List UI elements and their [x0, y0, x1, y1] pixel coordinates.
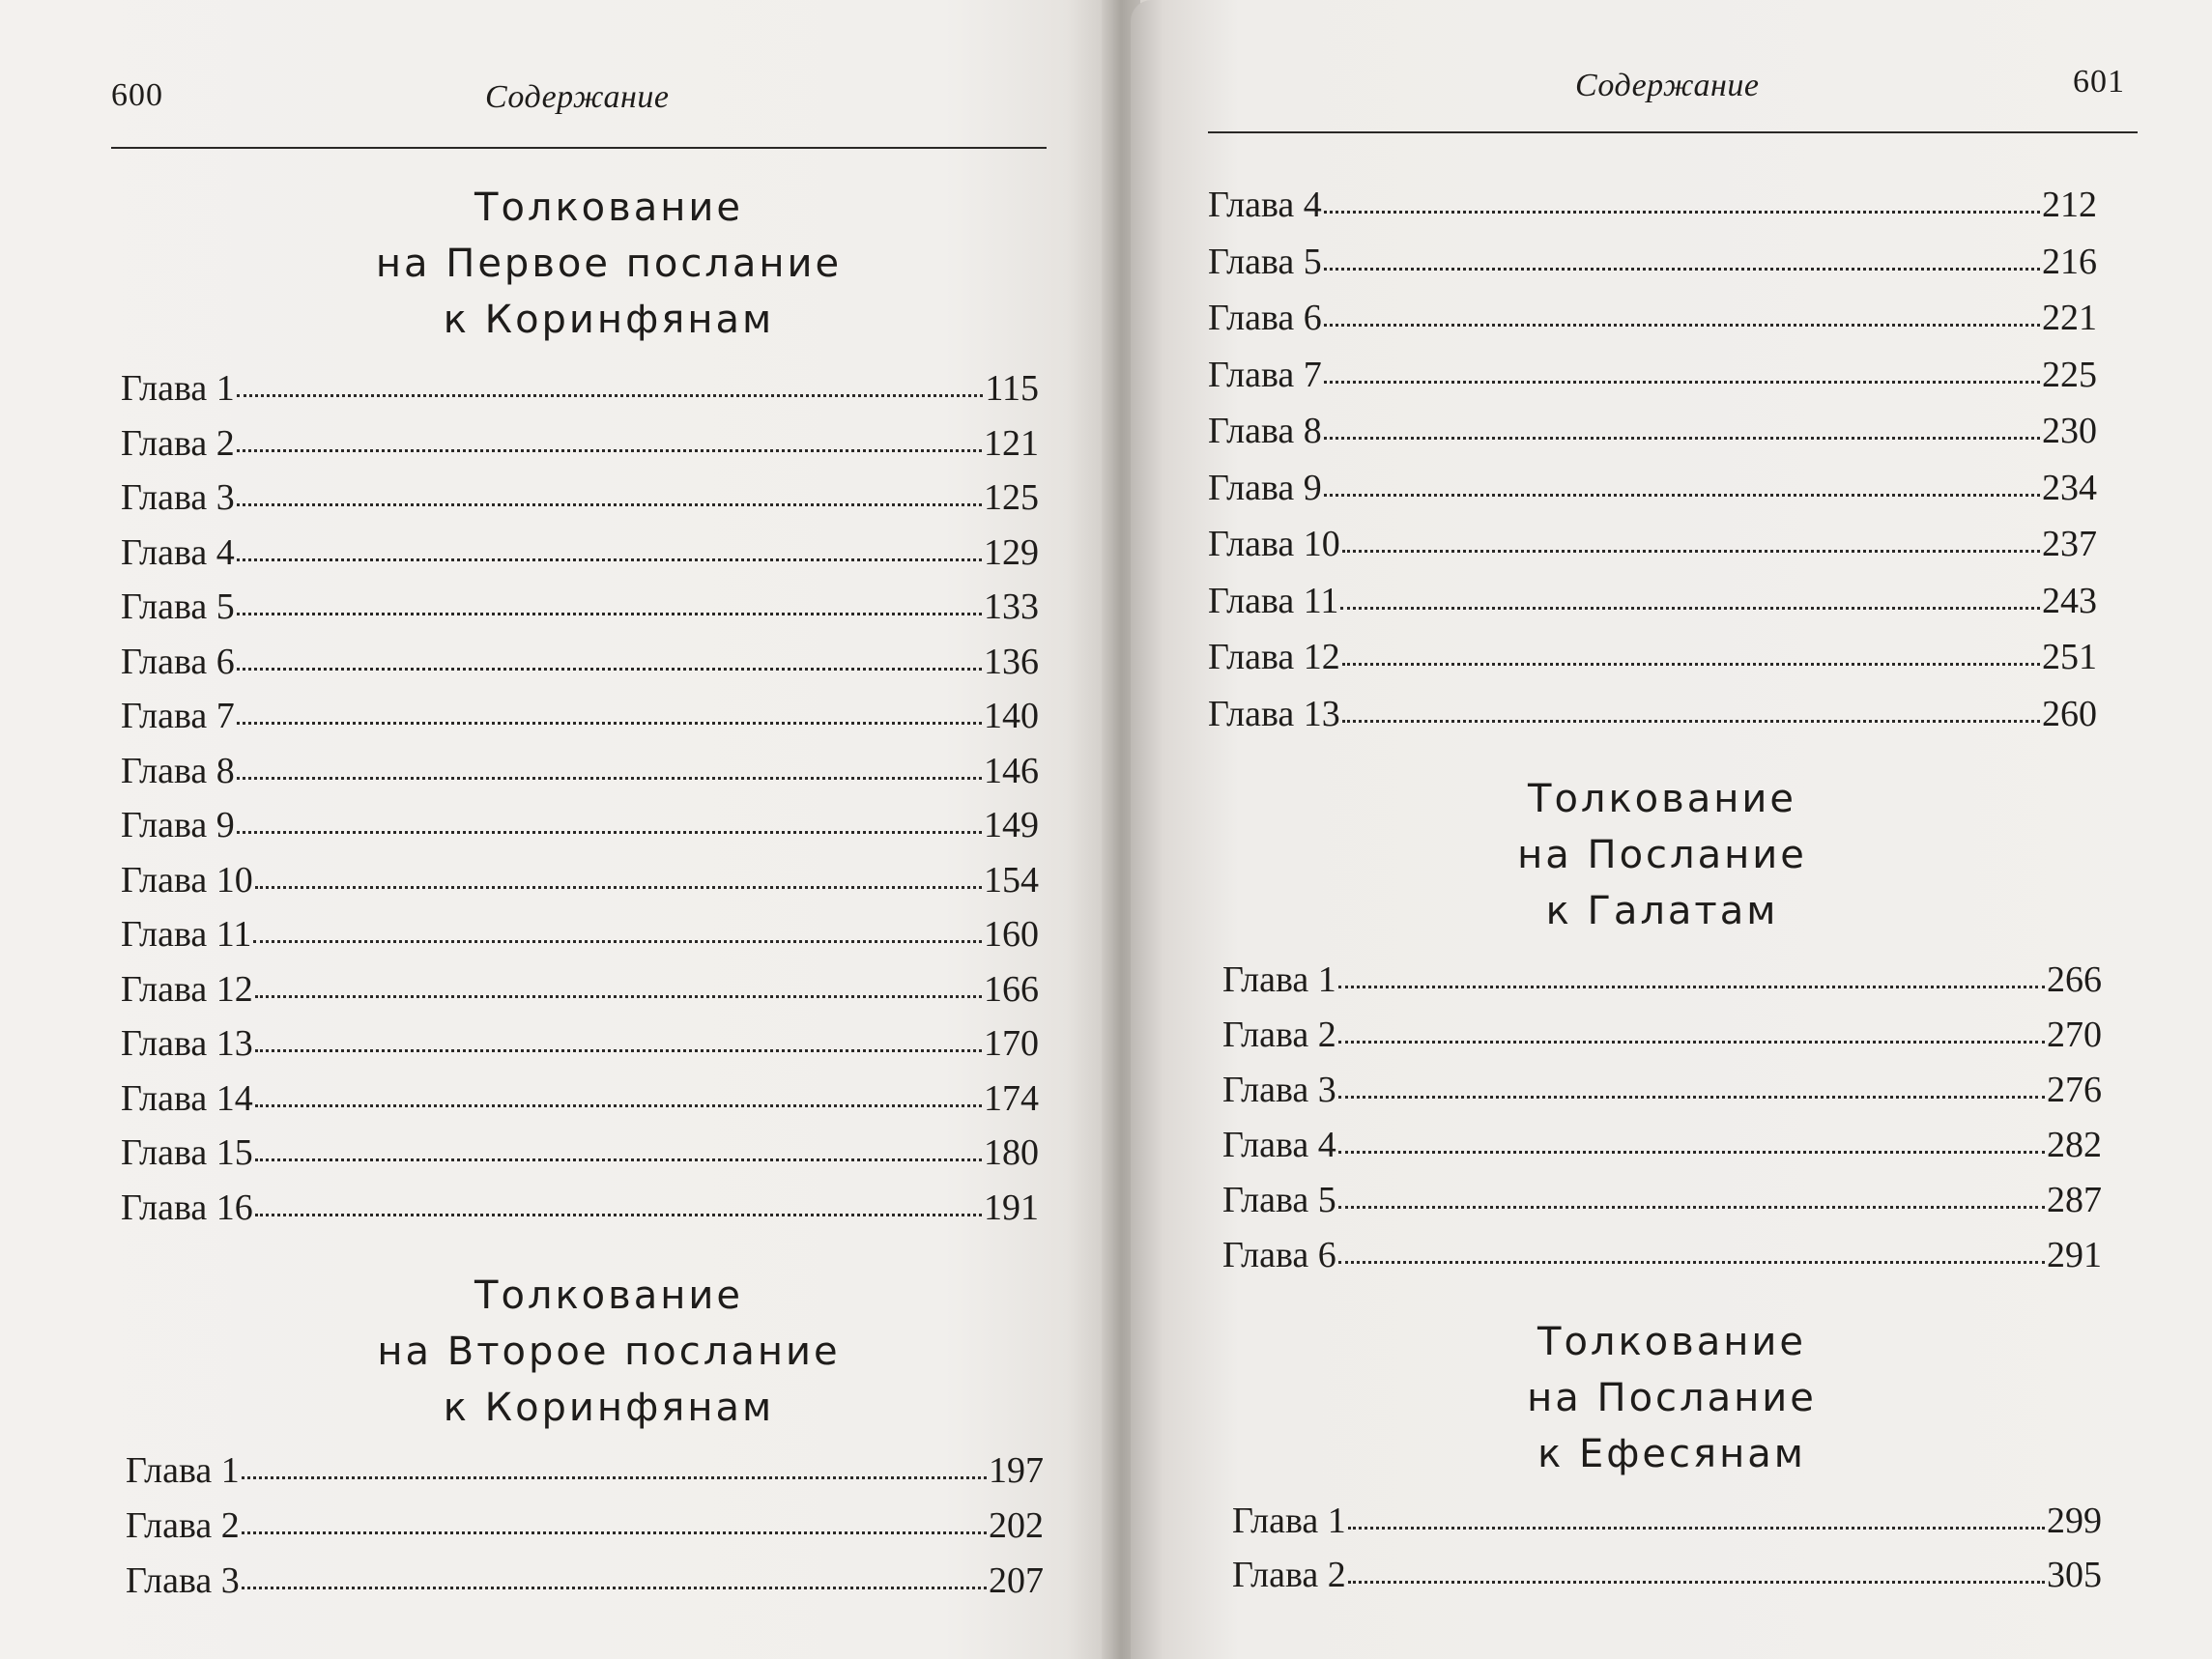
left-folio: 600: [111, 77, 163, 113]
left-running-head: Содержание: [485, 79, 670, 115]
section-title-ephesians: Толкование на Послание к Ефесянам: [1527, 1320, 1817, 1476]
dot-leader: [253, 940, 982, 943]
toc-list-galatians: [1222, 958, 2102, 1289]
dot-leader: [1324, 381, 2040, 384]
dot-leader: [1324, 437, 2040, 440]
dot-leader: [1338, 986, 2045, 988]
dot-leader: [255, 1104, 982, 1107]
dot-leader: [1348, 1527, 2045, 1530]
dot-leader: [1338, 1096, 2045, 1099]
dot-leader: [237, 449, 982, 452]
toc-entry[interactable]: Глава 3 276: [1222, 1070, 2102, 1110]
toc-entry[interactable]: Глава 8 230: [1208, 411, 2097, 451]
toc-entry[interactable]: Глава 2 270: [1222, 1015, 2102, 1055]
toc-entry[interactable]: Глава 3 207: [126, 1560, 1044, 1601]
toc-entry[interactable]: Глава 10 154: [121, 859, 1039, 901]
toc-entry[interactable]: Глава 9 234: [1208, 467, 2097, 508]
toc-entry[interactable]: Глава 15 180: [121, 1132, 1039, 1173]
toc-list-ephesians: [1232, 1500, 2102, 1608]
section-title-2-corinthians: Толкование на Второе послание к Коринфянам: [377, 1273, 841, 1430]
right-page: [1131, 0, 2212, 1659]
toc-entry[interactable]: Глава 9 149: [121, 805, 1039, 845]
dot-leader: [237, 503, 982, 506]
dot-leader: [1324, 494, 2040, 497]
toc-entry[interactable]: Глава 7 225: [1208, 354, 2097, 395]
toc-entry[interactable]: Глава 1 299: [1232, 1501, 2102, 1541]
toc-entry[interactable]: Глава 6 221: [1208, 298, 2097, 338]
dot-leader: [242, 1531, 987, 1534]
toc-entry[interactable]: Глава 12 166: [121, 968, 1039, 1010]
toc-entry[interactable]: Глава 2 305: [1232, 1555, 2102, 1595]
toc-entry[interactable]: Глава 5 216: [1208, 241, 2097, 282]
dot-leader: [255, 1158, 982, 1161]
section-title-1-corinthians: Толкование на Первое послание к Коринфянам: [375, 186, 843, 342]
dot-leader: [1342, 720, 2040, 723]
dot-leader: [1348, 1581, 2045, 1584]
dot-leader: [237, 558, 982, 561]
dot-leader: [1338, 1041, 2045, 1044]
left-header-rule: [111, 147, 1047, 149]
dot-leader: [1324, 211, 2040, 214]
toc-entry[interactable]: Глава 16 191: [121, 1187, 1039, 1228]
dot-leader: [1338, 1206, 2045, 1209]
dot-leader: [237, 613, 982, 615]
dot-leader: [1342, 663, 2040, 666]
right-folio: 601: [2073, 64, 2125, 100]
dot-leader: [237, 394, 984, 397]
toc-entry[interactable]: Глава 5 133: [121, 586, 1039, 627]
toc-entry[interactable]: Глава 10 237: [1208, 524, 2097, 564]
toc-entry[interactable]: Глава 1 266: [1222, 959, 2102, 1000]
toc-entry[interactable]: Глава 13 170: [121, 1023, 1039, 1064]
dot-leader: [1340, 607, 2040, 610]
dot-leader: [237, 831, 982, 834]
toc-list-2-corinthians-continued: [1208, 184, 2097, 749]
toc-entry[interactable]: Глава 5 287: [1222, 1180, 2102, 1220]
toc-entry[interactable]: Глава 4 129: [121, 531, 1039, 573]
toc-entry[interactable]: Глава 2 202: [126, 1505, 1044, 1546]
toc-entry[interactable]: Глава 3 125: [121, 477, 1039, 518]
toc-entry[interactable]: Глава 4 212: [1208, 185, 2097, 225]
toc-entry[interactable]: Глава 1 115: [121, 368, 1039, 409]
dot-leader: [237, 722, 982, 725]
dot-leader: [1324, 324, 2040, 327]
dot-leader: [237, 777, 982, 780]
dot-leader: [242, 1587, 987, 1589]
toc-entry[interactable]: Глава 2 121: [121, 422, 1039, 464]
toc-entry[interactable]: Глава 1 197: [126, 1450, 1044, 1491]
dot-leader: [255, 1049, 982, 1052]
dot-leader: [255, 1214, 982, 1216]
dot-leader: [255, 886, 982, 889]
right-header-rule: [1208, 131, 2138, 133]
toc-list-2-corinthians: [126, 1449, 1044, 1615]
toc-entry[interactable]: Глава 8 146: [121, 750, 1039, 791]
toc-entry[interactable]: Глава 11 243: [1208, 580, 2097, 621]
dot-leader: [1338, 1261, 2045, 1264]
dot-leader: [237, 668, 982, 671]
toc-entry[interactable]: Глава 4 282: [1222, 1125, 2102, 1165]
toc-entry[interactable]: Глава 13 260: [1208, 693, 2097, 734]
dot-leader: [242, 1476, 987, 1479]
toc-entry[interactable]: Глава 6 136: [121, 641, 1039, 682]
toc-entry[interactable]: Глава 7 140: [121, 696, 1039, 736]
dot-leader: [1338, 1151, 2045, 1154]
toc-entry[interactable]: Глава 12 251: [1208, 637, 2097, 677]
dot-leader: [1324, 268, 2040, 271]
right-running-head: Содержание: [1575, 68, 1760, 103]
dot-leader: [1342, 550, 2040, 553]
toc-list-1-corinthians: [121, 367, 1039, 1241]
toc-entry[interactable]: Глава 11 160: [121, 914, 1039, 955]
section-title-galatians: Толкование на Послание к Галатам: [1517, 777, 1807, 933]
toc-entry[interactable]: Глава 6 291: [1222, 1235, 2102, 1275]
dot-leader: [255, 995, 982, 998]
toc-entry[interactable]: Глава 14 174: [121, 1077, 1039, 1119]
